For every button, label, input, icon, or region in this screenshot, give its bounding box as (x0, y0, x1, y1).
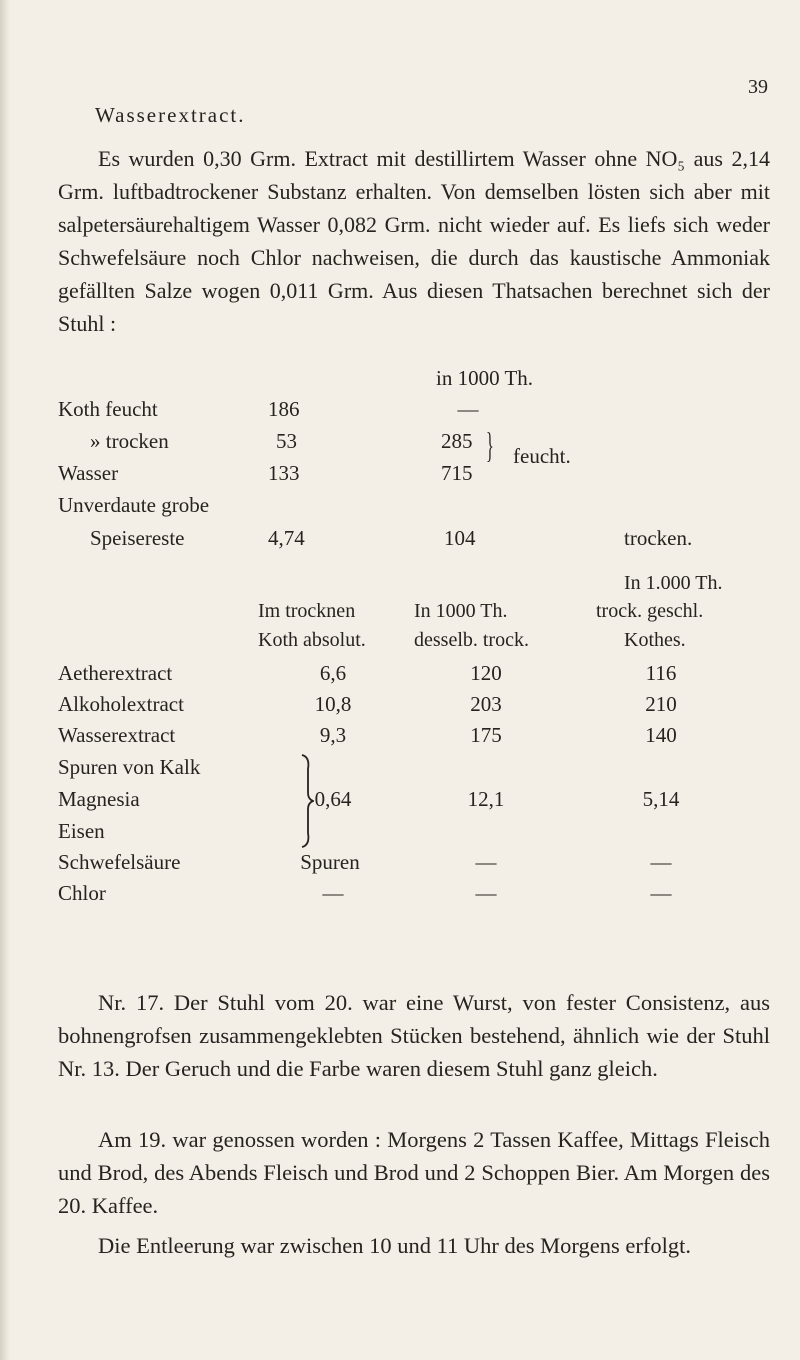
table2-cell: 203 (470, 692, 502, 716)
table1-value: 53 (276, 429, 297, 453)
table2-cell: 175 (470, 723, 502, 747)
table2-header: trock. geschl. (596, 600, 704, 622)
timing-paragraph: Die Entleerung war zwischen 10 und 11 Uhr des Morgens erfolgt. (98, 1233, 691, 1258)
table2-row-label: Aetherextract (58, 661, 173, 685)
table2-row-label: Magnesia (58, 787, 140, 811)
table1-per1000: 285 (441, 429, 473, 453)
table1-note: trocken. (624, 526, 693, 550)
table1-per1000: — (457, 397, 479, 421)
table2-header: In 1.000 Th. (624, 572, 723, 594)
table2-cell: Spuren (300, 850, 360, 874)
table2-cell: 6,6 (319, 661, 347, 685)
brace-note: feucht. (513, 444, 571, 468)
table2-cell: 9,3 (319, 723, 347, 747)
table1-value: 4,74 (268, 526, 305, 550)
table2-header: Kothes. (624, 629, 686, 651)
table2-cell: 120 (470, 661, 502, 685)
diet-paragraph: Am 19. war genossen worden : Morgens 2 Tassen Kaffee, Mittags Fleisch und Brod, des Abends Fleisch und Brod und 2 Schoppen Bier. Am Morgen des 20. Kaffee. (58, 1127, 770, 1218)
page-edge-shadow (0, 0, 10, 1360)
table2-cell: — (650, 881, 672, 905)
intro-paragraph: Es wurden 0,30 Grm. Extract mit destillirtem Wasser ohne NO₅ aus 2,14 Grm. luftbadtrockener Substanz erhalten. Von demselben lösten sich aber mit salpetersäurehaltigem Wasser 0,082 Grm. nicht wieder auf. Es liefs sich weder Schwefelsäure noch Chlor nachweisen, die durch das kaustische Ammoniak gefällten Salze wogen 0,011 Grm. Aus diesen Thatsachen berechnet sich der Stuhl : (58, 146, 770, 336)
table1-value: 186 (268, 397, 300, 421)
table2-header: In 1000 Th. (414, 600, 508, 622)
table2-cell: — (650, 850, 672, 874)
table2-row-label: Spuren von Kalk (58, 755, 201, 779)
table2-cell: 0,64 (314, 787, 352, 811)
table2-cell: 210 (645, 692, 677, 716)
section-heading: Wasserextract. (95, 103, 246, 127)
table2-row-label: Chlor (58, 881, 106, 905)
table1-label: Unverdaute grobe (58, 493, 210, 517)
table2-cell: 116 (645, 661, 677, 685)
table2-cell: 10,8 (314, 692, 352, 716)
table2-header: desselb. trock. (414, 629, 529, 651)
table1-per1000: 715 (441, 461, 473, 485)
table2-header: Im trocknen (258, 600, 356, 622)
table2-row-label: Alkoholextract (58, 692, 184, 716)
table2-cell: 140 (645, 723, 677, 747)
table2-header: Koth absolut. (258, 629, 366, 651)
case-paragraph: Nr. 17. Der Stuhl vom 20. war eine Wurst, von fester Consistenz, aus bohnengrofsen zusammengeklebten Stücken bestehend, ähnlich wie der Stuhl Nr. 13. Der Geruch und die Farbe waren diesem Stuhl ganz gleich. (58, 990, 770, 1081)
table2-cell: 12,1 (467, 787, 505, 811)
table2-cell: — (475, 881, 497, 905)
table1-col-header: in 1000 Th. (436, 366, 534, 390)
table1-label: » trocken (90, 429, 169, 453)
table2-cell: — (322, 881, 344, 905)
table2-row-label: Eisen (58, 819, 105, 843)
brace-symbol: } (486, 425, 494, 465)
table1-value: 133 (268, 461, 300, 485)
table1-per1000: 104 (444, 526, 476, 550)
table1-label: Wasser (58, 461, 119, 485)
table1-label: Koth feucht (58, 397, 158, 421)
table2-cell: 5,14 (642, 787, 680, 811)
table2-cell: — (475, 850, 497, 874)
table2-row-label: Schwefelsäure (58, 850, 181, 874)
table2-row-label: Wasserextract (58, 723, 176, 747)
table1-label: Speisereste (90, 526, 185, 550)
page-number: 39 (748, 76, 768, 98)
